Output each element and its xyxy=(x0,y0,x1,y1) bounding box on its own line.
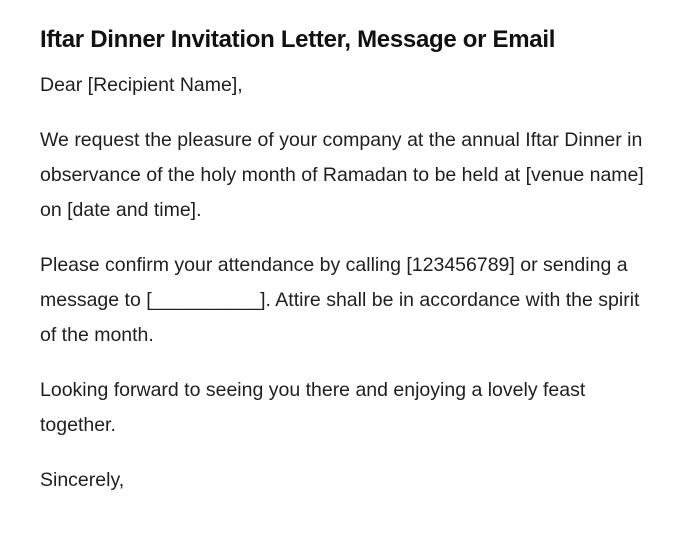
greeting: Dear [Recipient Name], xyxy=(40,74,243,96)
page-title: Iftar Dinner Invitation Letter, Message or Email xyxy=(40,26,556,53)
body-paragraph-closing-remark: Looking forward to seeing you there and enjoying a lovely feast together. xyxy=(40,379,586,436)
letter-document xyxy=(40,22,660,498)
body-paragraph-invitation: We request the pleasure of your company at the annual Iftar Dinner in observance of the holy month of Ramadan to be held at [venue name] on [date and time]. xyxy=(40,129,644,221)
sign-off: Sincerely, xyxy=(40,469,125,491)
body-paragraph-rsvp: Please confirm your attendance by calling [123456789] or sending a message to [__________]. Attire shall be in accordance with the spirit of the month. xyxy=(40,254,640,346)
